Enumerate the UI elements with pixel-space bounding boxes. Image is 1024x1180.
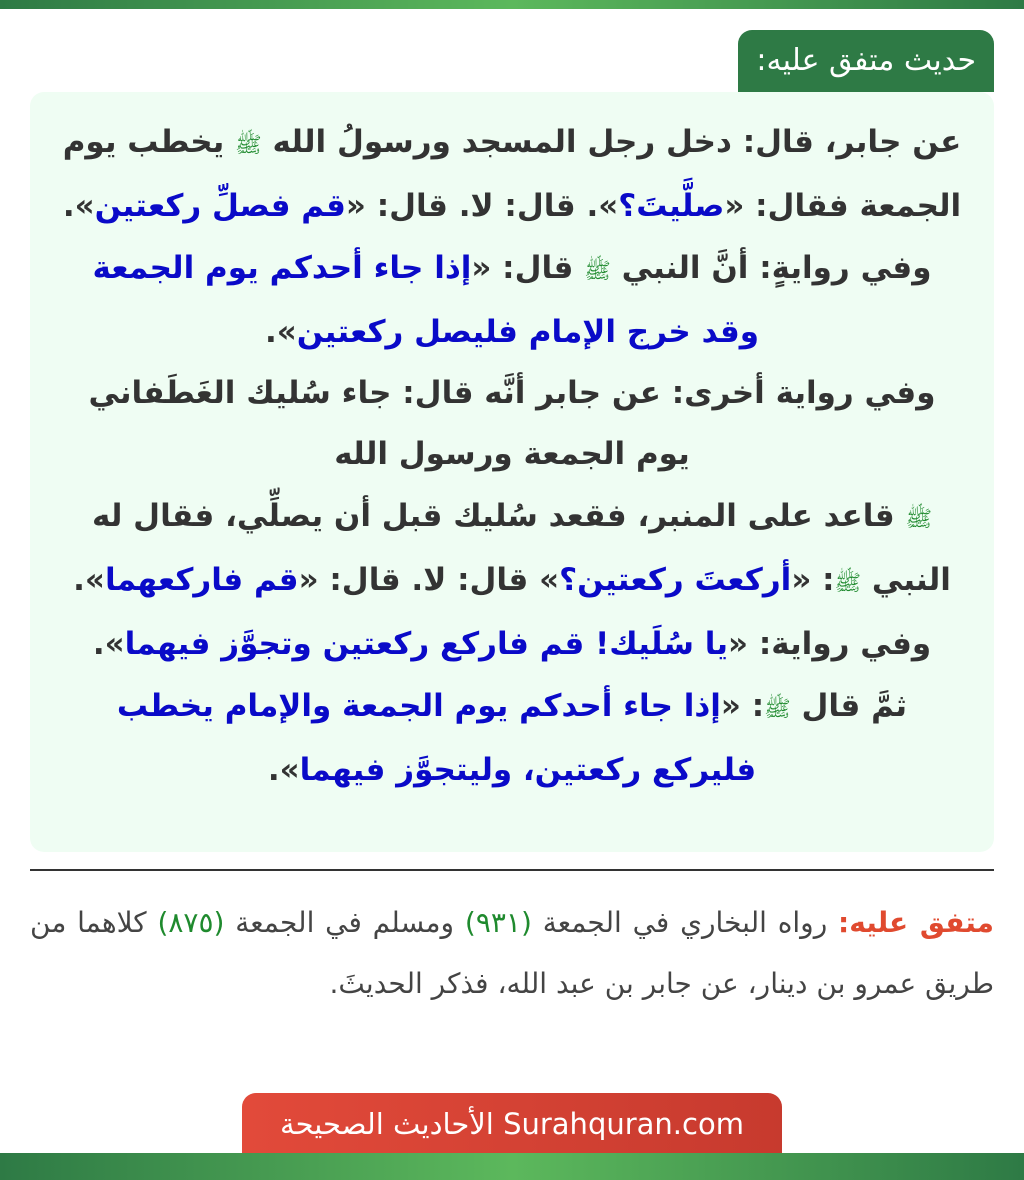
narration-text: » قال: لا. قال: « [298, 562, 560, 599]
hadith-paragraph [60, 486, 964, 615]
takhrij-text: ومسلم في الجمعة [224, 906, 465, 939]
hadith-paragraph [60, 363, 964, 486]
prophet-speech: يا سُلَيك! قم فاركع ركعتين وتجوَّز فيهما [124, 626, 729, 663]
narration-text: ». [264, 313, 297, 350]
narration-text: عن جابر، قال: دخل رجل المسجد ورسولُ الله [261, 124, 962, 160]
section-title: حديث متفق عليه: [738, 30, 994, 92]
takhrij-label: متفق عليه: [838, 906, 994, 939]
narration-text: قال: « [471, 249, 585, 286]
narration-text: ». قال: لا. قال: « [345, 188, 619, 225]
narration-text: : « [720, 687, 765, 724]
narration-text: ». [62, 188, 95, 225]
narration-text: يخطب يوم الجمعة فقال: « [62, 124, 962, 225]
narration-text: وفي رواية أخرى: عن جابر أنَّه قال: جاء سُليك الغَطَفاني يوم الجمعة ورسول الله [88, 375, 936, 473]
salawat-icon: ﷺ [834, 571, 862, 597]
hadith-text-box [30, 92, 994, 852]
salawat-icon: ﷺ [235, 133, 262, 158]
narration-text: ». [92, 626, 125, 663]
bottom-gradient-bar [0, 1153, 1024, 1180]
bukhari-number: (٩٣١) [464, 906, 532, 939]
prophet-speech: قم فصلِّ ركعتين [94, 188, 346, 225]
salawat-icon: ﷺ [905, 506, 933, 532]
hadith-paragraph [60, 112, 964, 238]
takhrij-text: كلاهما من طريق عمرو بن دينار، عن جابر بن عبد الله، فذكر الحديثَ. [30, 906, 994, 1000]
muslim-number: (٨٧٥) [157, 906, 225, 939]
divider [30, 869, 994, 871]
prophet-speech: إذا جاء أحدكم يوم الجمعة والإمام يخطب فليركع ركعتين، وليتجوَّز فيهما [116, 687, 757, 788]
hadith-paragraph [60, 614, 964, 675]
prophet-speech: أركعتَ ركعتين؟ [559, 562, 792, 599]
top-gradient-bar [0, 0, 1024, 9]
salawat-icon: ﷺ [584, 258, 611, 284]
salawat-icon: ﷺ [764, 696, 791, 722]
takhrij-text: رواه البخاري في الجمعة [531, 906, 839, 939]
prophet-speech: قم فاركعهما [104, 562, 299, 599]
narration-text: قاعد على المنبر، فقعد سُليك قبل أن يصلِّي، فقال له النبي [91, 497, 951, 599]
narration-text: وفي روايةٍ: أنَّ النبي [610, 249, 932, 286]
narration-text: ». [73, 562, 105, 599]
narration-text: : « [791, 562, 835, 599]
site-link-badge[interactable]: الأحاديث الصحيحة Surahquran.com [242, 1093, 782, 1153]
narration-text: وفي رواية: « [728, 626, 932, 663]
hadith-paragraph [60, 676, 964, 802]
prophet-speech: صلَّيتَ؟ [618, 188, 725, 225]
takhrij-paragraph [30, 892, 994, 1014]
prophet-speech: إذا جاء أحدكم يوم الجمعة وقد خرج الإمام فليصل ركعتين [92, 249, 760, 350]
hadith-paragraph [60, 238, 964, 364]
narration-text: ثمَّ قال [790, 687, 908, 724]
narration-text: ». [267, 751, 300, 788]
